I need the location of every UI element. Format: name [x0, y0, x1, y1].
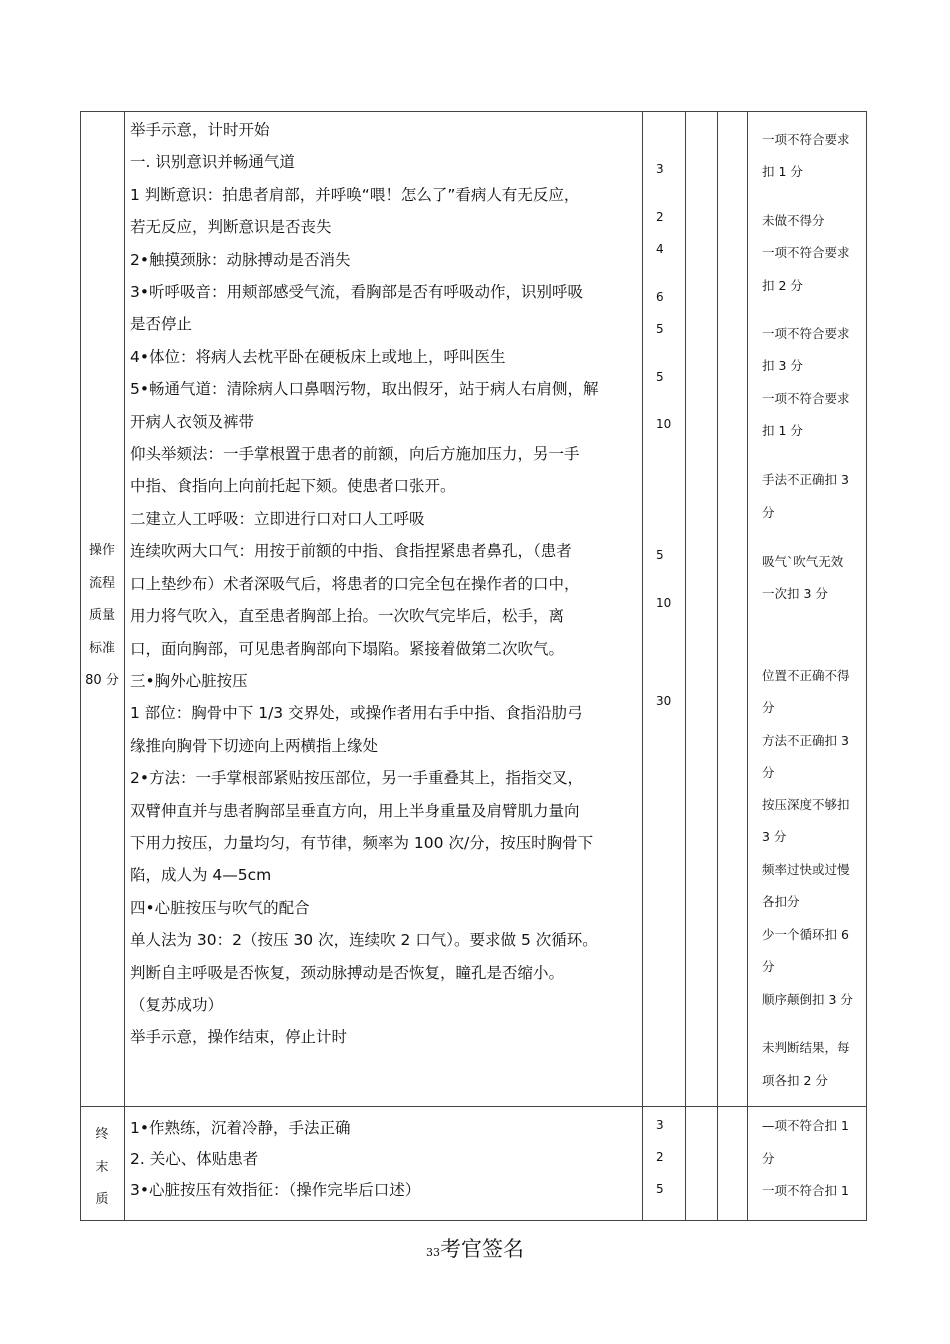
- remark-line: 一项不符合扣 1: [762, 1183, 849, 1198]
- content-line: 4•体位：将病人去枕平卧在硬板床上或地上，呼叫医生: [130, 347, 506, 366]
- content-line: 若无反应，判断意识是否丧失: [130, 218, 332, 237]
- remark-line: 分: [762, 1151, 775, 1166]
- section-label-line: 操作: [88, 543, 115, 558]
- remark-line: 一项不符合要求: [762, 391, 850, 406]
- remark-line: 一项不符合要求: [762, 326, 850, 341]
- content-line: 口上垫纱布）术者深吸气后，将患者的口完全包在操作者的口中，: [130, 574, 580, 593]
- content-line: 举手示意，操作结束，停止计时: [130, 1028, 348, 1047]
- content-line: 2•触摸颈脉：动脉搏动是否消失: [130, 250, 351, 269]
- remark-line: 顺序颠倒扣 3 分: [762, 992, 853, 1007]
- scoring-table: [80, 111, 867, 1221]
- content-line: 3•听呼吸音：用颊部感受气流，看胸部是否有呼吸动作，识别呼吸: [130, 283, 584, 302]
- remark-line: 扣 1 分: [762, 423, 803, 438]
- content-line: 用力将气吹入，直至患者胸部上抬。一次吹气完毕后，松手，离: [130, 607, 565, 626]
- content-line: 缘推向胸骨下切迹向上两横指上缘处: [130, 736, 379, 755]
- remark-line: 一项不符合要求: [762, 132, 850, 147]
- content-line: 双臂伸直并与患者胸部呈垂直方向，用上半身重量及肩臂肌力量向: [130, 801, 580, 820]
- remark-line: 方法不正确扣 3: [762, 733, 849, 748]
- section-label-line: 终: [95, 1127, 109, 1142]
- content-line: 5•畅通气道：清除病人口鼻咽污物，取出假牙，站于病人右肩侧，解: [130, 380, 599, 399]
- content-line: 仰头举颏法：一手掌根置于患者的前额，向后方施加压力，另一手: [130, 445, 580, 464]
- content-line: 口，面向胸部，可见患者胸部向下塌陷。紧接着做第二次吹气。: [130, 639, 565, 658]
- section-label-line: 质量: [88, 608, 115, 623]
- remark-line: 分: [762, 700, 775, 715]
- remark-line: 未判断结果，每: [762, 1040, 850, 1055]
- remark-line: —项不符合扣 1: [762, 1118, 849, 1133]
- score-value: 10: [656, 596, 672, 610]
- score-value: 30: [656, 694, 672, 708]
- remark-line: 扣 2 分: [762, 278, 803, 293]
- remark-line: 未做不得分: [762, 213, 825, 228]
- remark-line: 频率过快或过慢: [762, 862, 850, 877]
- remark-line: 分: [762, 765, 775, 780]
- remark-line: 手法不正确扣 3: [762, 472, 849, 487]
- section-label-line: 质: [95, 1192, 109, 1207]
- content-line: 2•方法：一手掌根部紧贴按压部位，另一手重叠其上，指指交叉，: [130, 769, 584, 788]
- score-value: 4: [656, 242, 664, 256]
- examiner-signature-label: 考官签名: [440, 1237, 524, 1261]
- score-value: 3: [656, 1118, 664, 1132]
- content-line: 二建立人工呼吸：立即进行口对口人工呼吸: [130, 509, 425, 528]
- content-line: 1 判断意识：拍患者肩部，并呼唤“喂！怎么了”看病人有无反应，: [130, 185, 580, 204]
- content-line: 2. 关心、体贴患者: [130, 1150, 259, 1168]
- section-label-final: [80, 1119, 124, 1217]
- col-divider: [685, 111, 686, 1221]
- score-value: 3: [656, 162, 664, 176]
- remark-line: 扣 3 分: [762, 358, 803, 373]
- remark-line: 按压深度不够扣: [762, 797, 850, 812]
- content-line: （复苏成功）: [130, 995, 224, 1014]
- remark-line: 吸气`吹气无效: [762, 554, 844, 569]
- section-label-line: 末: [95, 1159, 109, 1175]
- content-line: 陷，成人为 4—5cm: [130, 866, 272, 885]
- section-label-line: 流程: [88, 575, 115, 591]
- row-divider: [80, 1106, 867, 1107]
- content-line: 三•胸外心脏按压: [130, 671, 248, 690]
- footer: [0, 1233, 950, 1263]
- section-content-final: [130, 1113, 640, 1206]
- score-value: 10: [656, 417, 672, 431]
- content-line: 是否停止: [130, 315, 193, 334]
- score-value: 5: [656, 548, 664, 562]
- col-divider: [642, 111, 643, 1221]
- content-line: 3•心脏按压有效指征：（操作完毕后口述）: [130, 1181, 421, 1199]
- content-line: 单人法为 30：2（按压 30 次，连续吹 2 口气）。要求做 5 次循环。: [130, 931, 598, 950]
- score-value: 2: [656, 210, 664, 224]
- content-line: 1 部位：胸骨中下 1/3 交界处，或操作者用右手中指、食指沿肋弓: [130, 704, 583, 723]
- score-value: 2: [656, 1150, 664, 1164]
- col-divider: [717, 111, 718, 1221]
- remark-line: 一次扣 3 分: [762, 586, 828, 601]
- score-value: 6: [656, 290, 664, 304]
- remark-line: 扣 1 分: [762, 164, 803, 179]
- section-label-line: 80 分: [85, 673, 119, 688]
- section-content-process: [130, 114, 640, 1054]
- remark-line: 位置不正确不得: [762, 668, 850, 683]
- content-line: 一. 识别意识并畅通气道: [130, 153, 295, 172]
- remark-line: 3 分: [762, 829, 787, 844]
- remark-line: 项各扣 2 分: [762, 1073, 828, 1088]
- content-line: 下用力按压，力量均匀，有节律，频率为 100 次/分，按压时胸骨下: [130, 833, 594, 852]
- section-label-process: [80, 535, 124, 698]
- content-line: 判断自主呼吸是否恢复，颈动脉搏动是否恢复，瞳孔是否缩小。: [130, 963, 565, 982]
- content-line: 四•心脏按压与吹气的配合: [130, 898, 310, 917]
- content-line: 中指、食指向上向前托起下颏。使患者口张开。: [130, 477, 456, 496]
- remark-line: 各扣分: [762, 894, 800, 909]
- col-divider: [124, 111, 125, 1221]
- section-label-line: 标准: [88, 640, 115, 656]
- score-value: 5: [656, 370, 664, 384]
- content-line: 连续吹两大口气：用按于前额的中指、食指捏紧患者鼻孔，（患者: [130, 542, 572, 561]
- score-value: 5: [656, 322, 664, 336]
- content-line: 举手示意，计时开始: [130, 121, 270, 139]
- col-divider: [747, 111, 748, 1221]
- content-line: 1•作熟练，沉着冷静，手法正确: [130, 1119, 351, 1137]
- content-line: 开病人衣领及裤带: [130, 412, 255, 431]
- remark-line: 分: [762, 505, 775, 520]
- remark-line: 分: [762, 959, 775, 974]
- page-number: 33: [426, 1246, 440, 1259]
- remark-line: 一项不符合要求: [762, 245, 850, 260]
- score-value: 5: [656, 1182, 664, 1196]
- remark-line: 少一个循环扣 6: [762, 927, 849, 942]
